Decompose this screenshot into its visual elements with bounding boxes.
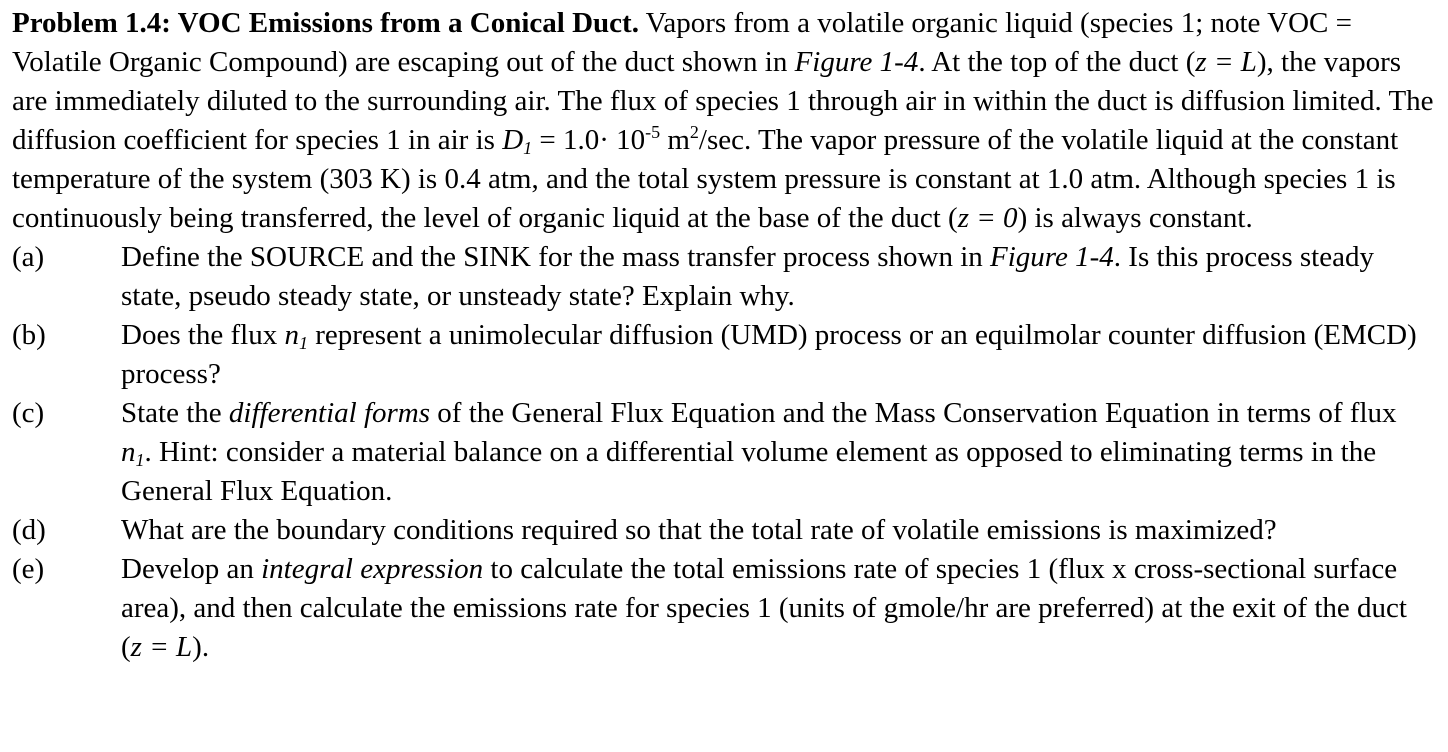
part-label: (a) [12, 241, 45, 273]
intro-text: Vapors from a volatile organic liquid (species 1; note VOC = Volatile Organic Compound) are escaping out of the duct shown in [12, 7, 1352, 78]
figure-reference: Figure 1-4 [990, 241, 1114, 273]
intro-text: ), the vapors are immediately diluted to the surrounding air. The flux of species 1 through air in within the duct is diffusion limited. The diffusion coefficient for species 1 in air is [12, 46, 1434, 156]
intro-text: . At the top of the duct ( [918, 46, 1196, 78]
figure-reference: Figure 1-4 [794, 46, 919, 78]
part-text [121, 316, 1434, 394]
question-part-e [12, 550, 1434, 667]
part-text [121, 550, 1434, 667]
text-segment: ). [192, 631, 210, 663]
question-parts [12, 238, 1434, 667]
intro-text: /sec. The vapor pressure of the volatile liquid at the constant temperature of the system (303 K) is 0.4 atm, and the total system pressure is constant at 1.0 atm. Although species 1 is continuously being transferred, the level of organic liquid at the base of the duct ( [12, 124, 1399, 234]
question-part-a [12, 238, 1434, 316]
math-subscript: 1 [135, 450, 145, 471]
question-part-d [12, 511, 1434, 550]
math-expression: z = 0 [957, 202, 1018, 234]
emphasis-text: differential forms [228, 397, 431, 429]
part-text: What are the boundary conditions required so that the total rate of volatile emissions is maximized? [121, 514, 1277, 546]
intro-text: ) is always constant. [1017, 202, 1253, 234]
emphasis-text: integral expression [261, 553, 484, 585]
math-symbol: D [502, 124, 524, 156]
math-expression: z = L [130, 631, 193, 663]
question-part-b [12, 316, 1434, 394]
intro-text: = 1.0· 10 [532, 124, 646, 156]
part-text [121, 238, 1434, 316]
text-segment: of the General Flux Equation and the Mass Conservation Equation in terms of flux [430, 397, 1397, 429]
math-superscript: -5 [645, 121, 661, 142]
math-expression: z = L [1195, 46, 1257, 78]
text-segment: . Hint: consider a material balance on a differential volume element as opposed to eliminating terms in the General Flux Equation. [121, 436, 1377, 507]
part-label: (d) [12, 514, 46, 546]
question-part-c [12, 394, 1434, 511]
text-segment: represent a unimolecular diffusion (UMD) process or an equilmolar counter diffusion (EMCD) process? [121, 319, 1417, 390]
text-segment: Does the flux [121, 319, 285, 351]
math-symbol: n [284, 319, 299, 351]
math-subscript: 1 [523, 138, 533, 159]
math-superscript: 2 [689, 121, 699, 142]
problem-intro [12, 4, 1434, 238]
math-subscript: 1 [299, 333, 308, 354]
part-label: (c) [12, 397, 45, 429]
part-label: (b) [12, 319, 46, 351]
part-text [121, 394, 1434, 511]
text-segment: Develop an [121, 553, 262, 585]
problem-title: Problem 1.4: VOC Emissions from a Conical Duct. [12, 7, 639, 39]
math-symbol: n [121, 436, 136, 468]
part-label: (e) [12, 553, 45, 585]
intro-text: m [660, 124, 690, 156]
text-segment: State the [121, 397, 229, 429]
text-segment: Define the SOURCE and the SINK for the mass transfer process shown in [121, 241, 991, 273]
text-segment: . Is this process steady state, pseudo steady state, or unsteady state? Explain why. [121, 241, 1374, 312]
text-segment: to calculate the total emissions rate of species 1 (flux x cross-sectional surface area), and then calculate the emissions rate for species 1 (units of gmole/hr are preferred) at the exit of the duct ( [121, 553, 1407, 663]
